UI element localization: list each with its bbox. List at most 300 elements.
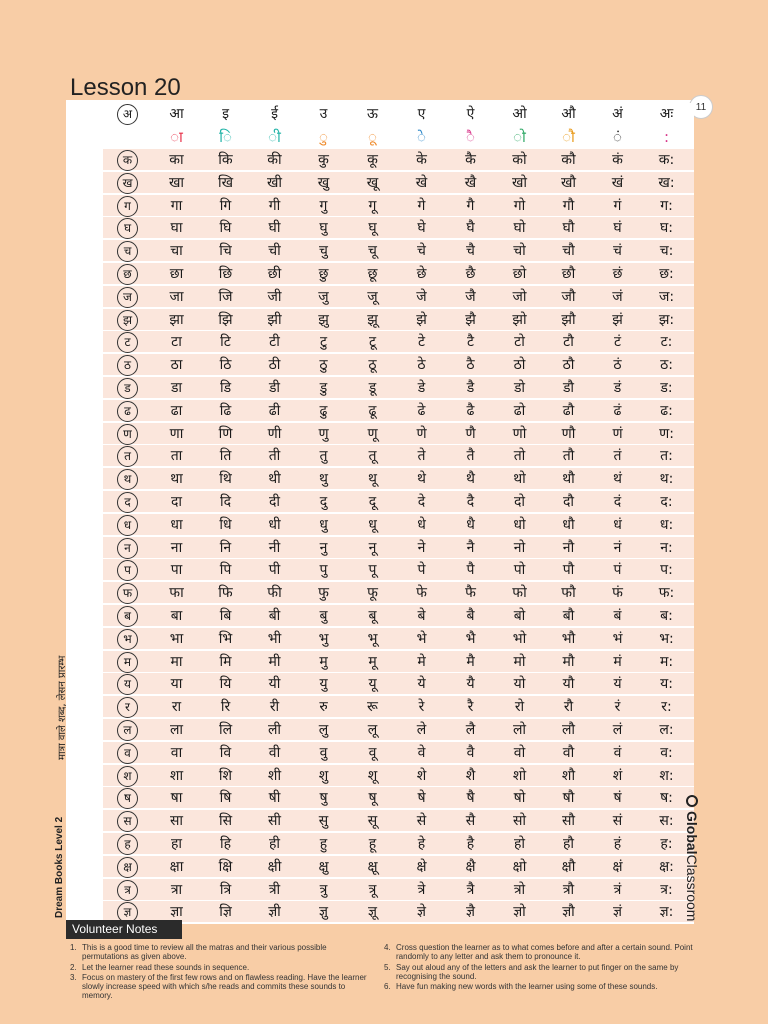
syllable-cell: कं [612, 152, 623, 168]
syllable-cell: चे [417, 243, 426, 260]
syllable-cell: ते [417, 448, 426, 465]
syllable-cell: ली [267, 722, 282, 738]
syllable-cell: हे [417, 836, 426, 852]
syllable-cell: हा [170, 836, 183, 852]
syllable-cell: झे [416, 311, 427, 328]
note-text: Let the learner read these sounds in sequence. [82, 962, 250, 972]
syllable-cell: ढु [319, 402, 328, 419]
syllable-cell: मि [219, 653, 232, 670]
syllable-cell: रं [614, 699, 621, 716]
syllable-cell: मा [170, 653, 183, 670]
syllable-cell: दा [170, 494, 183, 510]
syllable-cell: ढी [268, 402, 281, 419]
syllable-cell: रै [467, 699, 474, 716]
consonant-circle: न [117, 538, 138, 559]
syllable-cell: तै [466, 448, 475, 465]
syllable-cell: भ: [659, 630, 674, 647]
consonant-row [103, 354, 694, 376]
syllable-cell: छू [367, 266, 378, 282]
syllable-cell: छै [465, 266, 476, 282]
syllable-cell: ही [268, 836, 281, 852]
syllable-cell: खे [415, 174, 428, 191]
syllable-cell: ज्ञौ [562, 904, 575, 921]
lesson-hindi-label: मात्रा वाले शब्द, लेसन प्रारम्भ [57, 655, 68, 760]
syllable-cell: दि [219, 494, 232, 510]
syllable-cell: घो [513, 220, 526, 237]
syllable-cell: तं [613, 448, 622, 465]
syllable-cell: छो [512, 266, 527, 282]
syllable-cell: ठी [268, 357, 281, 374]
syllable-cell: बू [368, 608, 377, 624]
syllable-cell: ती [268, 448, 281, 465]
syllable-cell: ज्ञ: [659, 904, 674, 921]
syllable-cell: फे [416, 585, 427, 602]
syllable-cell: लं [612, 722, 623, 738]
syllable-cell: फी [267, 585, 282, 602]
syllable-cell: ब: [660, 608, 673, 624]
syllable-cell: ठि [219, 357, 232, 374]
page-number: 11 [689, 95, 713, 119]
syllable-cell: ना [170, 539, 183, 556]
syllable-cell: झु [318, 311, 329, 328]
syllable-cell: सु [318, 813, 329, 830]
syllable-cell: मं [613, 653, 622, 670]
consonant-circle: म [117, 652, 138, 673]
syllable-cell: खौ [560, 174, 577, 191]
syllable-cell: थै [466, 471, 475, 488]
syllable-cell: ग: [660, 197, 673, 214]
syllable-cell: घौ [562, 220, 575, 237]
syllable-cell: नै [466, 539, 475, 556]
consonant-circle: फ [117, 583, 138, 604]
syllable-cell: भु [318, 630, 329, 647]
syllable-cell: र: [661, 699, 672, 716]
syllable-cell: कु [318, 152, 329, 168]
syllable-cell: खो [511, 174, 528, 191]
syllable-cell: ज्ञं [613, 904, 622, 921]
syllable-cell: ज: [658, 288, 675, 305]
syllable-cell: षै [466, 790, 475, 807]
syllable-cell: या [170, 676, 183, 693]
consonant-base [103, 810, 152, 831]
consonant-circle: श [117, 766, 138, 787]
syllable-cell: पे [417, 562, 426, 579]
consonant-circle: ब [117, 606, 138, 627]
consonant-circle: ह [117, 834, 138, 855]
syllable-cell: चो [513, 243, 526, 260]
syllable-cell: झू [367, 311, 378, 328]
syllable-cell: भे [416, 630, 427, 647]
syllable-cell: पी [268, 562, 281, 579]
consonant-circle: थ [117, 469, 138, 490]
syllable-cell: गे [417, 197, 426, 214]
syllable-cell: णा [169, 425, 184, 442]
syllable-cell: भू [367, 630, 378, 647]
syllable-cell: ये [417, 676, 426, 693]
syllable-cell: थू [368, 471, 377, 488]
syllable-cell: क्षै [465, 858, 476, 875]
syllable-cell: ज्ञु [319, 904, 328, 921]
consonant-circle: ज्ञ [117, 902, 138, 923]
syllable-cell: तौ [562, 448, 575, 465]
note-number: 6. [384, 982, 391, 991]
syllable-cell: लै [465, 722, 476, 738]
syllable-cell: न: [660, 539, 673, 556]
syllable-cell: पु [319, 562, 328, 579]
syllable-cell: ठु [319, 357, 328, 374]
syllable-cell: कै [465, 152, 476, 168]
syllable-cell: क्षं [612, 858, 623, 875]
syllable-cell: खै [464, 174, 477, 191]
note-item [384, 963, 704, 981]
syllable-cell: वा [170, 744, 183, 761]
syllable-cell: जी [267, 288, 282, 305]
syllable-cell: ठू [368, 357, 377, 374]
matra-sign: ू [368, 128, 377, 146]
syllable-cell: यै [466, 676, 475, 693]
syllable-cell: त: [660, 448, 673, 465]
consonant-row [103, 787, 694, 809]
consonant-circle: ढ [117, 401, 138, 422]
syllable-cell: जि [218, 288, 233, 305]
syllable-cell: षी [268, 790, 281, 807]
consonant-base [103, 856, 152, 877]
syllable-cell: झौ [561, 311, 576, 328]
syllable-cell: णि [218, 425, 233, 442]
syllable-cell: यू [368, 676, 377, 693]
syllable-cell: भै [465, 630, 476, 647]
consonant-row [103, 491, 694, 513]
syllable-cell: चु [319, 243, 328, 260]
syllable-cell: नं [613, 539, 622, 556]
lesson-title: Lesson 20 [70, 74, 181, 101]
consonant-base [103, 628, 152, 649]
matra-sign: ै [466, 128, 475, 146]
syllable-cell: डू [368, 380, 377, 396]
syllable-cell: रि [220, 699, 231, 716]
syllable-cell: कि [218, 152, 233, 168]
brand-light: Classroom [684, 854, 700, 922]
syllable-cell: षु [319, 790, 328, 807]
vowel-cell: ए [417, 106, 426, 122]
series-label: Dream Books Level 2 [54, 816, 65, 918]
syllable-cell: त्रू [368, 881, 377, 898]
syllable-cell: धै [466, 516, 475, 533]
syllable-cell: ढू [368, 402, 377, 419]
consonant-row [103, 195, 694, 217]
syllable-cell: छौ [561, 266, 576, 282]
syllable-cell: खि [217, 174, 234, 191]
syllable-cell: रे [418, 699, 425, 716]
syllable-cell: झि [218, 311, 233, 328]
syllable-cell: क्षो [512, 858, 527, 875]
syllable-cell: ची [268, 243, 281, 260]
syllable-cell: वै [466, 744, 475, 761]
syllable-cell: थो [513, 471, 526, 488]
syllable-cell: शु [318, 767, 329, 784]
syllable-cell: ढै [466, 402, 475, 419]
syllable-cell: फु [318, 585, 329, 602]
syllable-cell: फू [367, 585, 378, 602]
syllable-cell: खू [366, 174, 379, 191]
syllable-cell: बे [417, 608, 426, 624]
syllable-cell: जे [416, 288, 427, 305]
consonant-circle: ड [117, 378, 138, 399]
syllable-cell: नु [319, 539, 328, 556]
consonant-row [103, 400, 694, 422]
syllable-cell: खा [168, 174, 185, 191]
consonant-base [103, 673, 152, 694]
matra-sign [103, 126, 152, 148]
matra-sign: ो [513, 128, 526, 146]
consonant-row [103, 468, 694, 490]
syllable-cell: मो [513, 653, 526, 670]
syllable-cell: थी [268, 471, 281, 488]
syllable-cell: जं [612, 288, 623, 305]
syllable-cell: पै [466, 562, 475, 579]
syllable-cell: घि [219, 220, 232, 237]
syllable-cell: हौ [562, 836, 575, 852]
syllable-cell: त्री [268, 881, 281, 898]
syllable-cell: बो [513, 608, 526, 624]
consonant-circle: व [117, 743, 138, 764]
syllable-cell: बा [170, 608, 183, 624]
note-item [70, 963, 370, 972]
vowel-cell: आ [169, 106, 184, 122]
syllable-cell: रा [171, 699, 182, 716]
syllable-cell: दो [513, 494, 526, 510]
consonant-base [103, 423, 152, 444]
note-number: 1. [70, 943, 77, 952]
syllable-cell: ज्ञी [268, 904, 281, 921]
syllable-cell: डै [466, 380, 475, 396]
syllable-cell: रु [319, 699, 328, 716]
syllable-cell: नो [513, 539, 526, 556]
syllable-cell: शी [267, 767, 282, 784]
syllable-cell: षे [417, 790, 426, 807]
syllable-cell: ठौ [562, 357, 575, 374]
syllable-cell: झ: [658, 311, 675, 328]
vowel-cell: ऐ [466, 106, 475, 122]
matra-sign: ं [613, 128, 622, 146]
syllable-cell: ठै [466, 357, 475, 374]
global-classroom-logo [684, 795, 700, 921]
syllable-cell: वं [613, 744, 622, 761]
syllable-cell: यि [219, 676, 232, 693]
consonant-row [103, 879, 694, 901]
syllable-cell: बी [268, 608, 281, 624]
syllable-cell: दु [319, 494, 328, 510]
syllable-cell: छि [218, 266, 233, 282]
syllable-cell: ज्ञे [417, 904, 426, 921]
syllable-cell: षू [368, 790, 377, 807]
syllable-cell: डे [417, 380, 426, 396]
syllable-cell: ढो [513, 402, 526, 419]
syllable-cell: ति [219, 448, 232, 465]
syllable-cell: भी [267, 630, 282, 647]
syllable-cell: षो [513, 790, 526, 807]
consonant-base [103, 377, 152, 398]
syllable-cell: रो [514, 699, 525, 716]
syllable-cell: का [169, 152, 184, 168]
consonant-base [103, 240, 152, 261]
matra-row [103, 126, 694, 148]
syllable-cell: डो [513, 380, 526, 396]
syllable-cell: च: [659, 243, 674, 260]
consonant-row [103, 240, 694, 262]
consonant-row [103, 217, 694, 239]
syllable-cell: शा [169, 767, 184, 784]
syllable-cell: धी [268, 516, 281, 533]
syllable-cell: खी [266, 174, 283, 191]
consonant-row [103, 901, 694, 923]
volunteer-notes-left [70, 943, 370, 1002]
vowel-row [103, 103, 694, 125]
syllable-cell: भा [169, 630, 184, 647]
vowel-cell: ओ [512, 106, 527, 122]
syllable-cell: क्षा [169, 858, 184, 875]
syllable-cell: मू [368, 653, 377, 670]
syllable-cell: थं [613, 471, 622, 488]
syllable-cell: थु [319, 471, 328, 488]
syllable-cell: जै [465, 288, 476, 305]
syllable-cell: गि [219, 197, 232, 214]
consonant-row [103, 149, 694, 171]
syllable-cell: षा [170, 790, 183, 807]
syllable-cell: क्षु [318, 858, 329, 875]
syllable-cell: क्षी [267, 858, 282, 875]
syllable-cell: घा [170, 220, 183, 237]
syllable-cell: ख: [658, 174, 675, 191]
consonant-circle: य [117, 674, 138, 695]
syllable-cell: म: [659, 653, 674, 670]
syllable-cell: ढ: [660, 402, 673, 419]
syllable-cell: बि [219, 608, 232, 624]
syllable-cell: मे [417, 653, 426, 670]
syllable-cell: भं [612, 630, 623, 647]
syllable-cell: त्रा [170, 881, 183, 898]
syllable-cell: क्षू [367, 858, 378, 875]
consonant-circle: भ [117, 629, 138, 650]
syllable-cell: डं [613, 380, 622, 396]
syllable-cell: दू [368, 494, 377, 510]
syllable-cell: टि [220, 334, 231, 351]
syllable-cell: फो [512, 585, 527, 602]
syllable-cell: ड: [660, 380, 673, 396]
syllable-cell: श: [659, 767, 674, 784]
syllable-cell: वे [417, 744, 426, 761]
syllable-cell: तू [368, 448, 377, 465]
syllable-cell: झो [512, 311, 527, 328]
syllable-cell: त्रु [319, 881, 328, 898]
syllable-cell: मौ [562, 653, 575, 670]
consonant-circle: स [117, 811, 138, 832]
syllable-cell: नि [219, 539, 232, 556]
globe-icon [686, 795, 698, 807]
syllable-cell: त्रं [613, 881, 622, 898]
syllable-cell: ठ: [660, 357, 673, 374]
vowel-cell: ऊ [367, 106, 378, 122]
syllable-cell: शि [218, 767, 233, 784]
syllable-cell: घं [613, 220, 622, 237]
syllable-cell: घु [319, 220, 328, 237]
note-text: Say out aloud any of the letters and ask the learner to put finger on the same by recognising the sound. [396, 962, 679, 981]
consonant-row [103, 445, 694, 467]
syllable-cell: ज्ञै [466, 904, 475, 921]
consonant-circle: ज [117, 287, 138, 308]
consonant-row [103, 331, 694, 353]
consonant-base [103, 742, 152, 763]
syllable-cell: वु [319, 744, 328, 761]
note-text: Have fun making new words with the learner using some of these sounds. [396, 982, 658, 991]
syllable-cell: गु [319, 197, 328, 214]
syllable-cell: यौ [562, 676, 575, 693]
consonant-row [103, 856, 694, 878]
syllable-cell: धा [170, 516, 183, 533]
syllable-cell: मै [466, 653, 475, 670]
consonant-circle: क [117, 150, 138, 171]
syllable-cell: गी [268, 197, 281, 214]
syllable-cell: खं [611, 174, 624, 191]
consonant-base [103, 537, 152, 558]
syllable-cell: सि [218, 813, 233, 830]
syllable-cell: त्रे [417, 881, 426, 898]
syllable-cell: णौ [561, 425, 576, 442]
syllable-cell: नी [268, 539, 281, 556]
syllable-cell: री [269, 699, 280, 716]
syllable-cell: शू [367, 767, 378, 784]
syllable-cell: क्षि [218, 858, 233, 875]
syllable-cell: मी [268, 653, 281, 670]
syllable-cell: जो [512, 288, 527, 305]
syllable-cell: घी [268, 220, 281, 237]
syllable-cell: हो [513, 836, 526, 852]
vowel-cell: अं [612, 106, 623, 122]
syllable-cell: भो [512, 630, 527, 647]
syllable-cell: क्षौ [561, 858, 576, 875]
syllable-cell: धु [319, 516, 328, 533]
vowel-cell: अः [659, 106, 674, 122]
syllable-cell: सै [465, 813, 476, 830]
consonant-row [103, 377, 694, 399]
syllable-cell: वू [368, 744, 377, 761]
syllable-cell: चौ [562, 243, 575, 260]
syllable-cell: हि [219, 836, 232, 852]
consonant-row [103, 172, 694, 194]
syllable-cell: यो [513, 676, 526, 693]
consonant-row [103, 628, 694, 650]
syllable-cell: पं [613, 562, 622, 579]
syllable-cell: गो [513, 197, 526, 214]
syllable-cell: लू [367, 722, 378, 738]
consonant-base [103, 309, 152, 330]
consonant-circle: प [117, 560, 138, 581]
consonant-base [103, 582, 152, 603]
syllable-cell: ह: [660, 836, 673, 852]
matra-sign: ि [219, 128, 232, 146]
note-item [70, 943, 370, 961]
syllable-cell: धि [219, 516, 232, 533]
matra-sign: े [417, 128, 426, 146]
consonant-row [103, 263, 694, 285]
syllable-cell: वौ [562, 744, 575, 761]
vowel-cell: ई [271, 106, 278, 122]
syllable-cell: दं [613, 494, 622, 510]
volunteer-notes-right [384, 943, 704, 993]
syllable-cell: फं [612, 585, 623, 602]
consonant-circle: ग [117, 196, 138, 217]
syllable-cell: बै [466, 608, 475, 624]
